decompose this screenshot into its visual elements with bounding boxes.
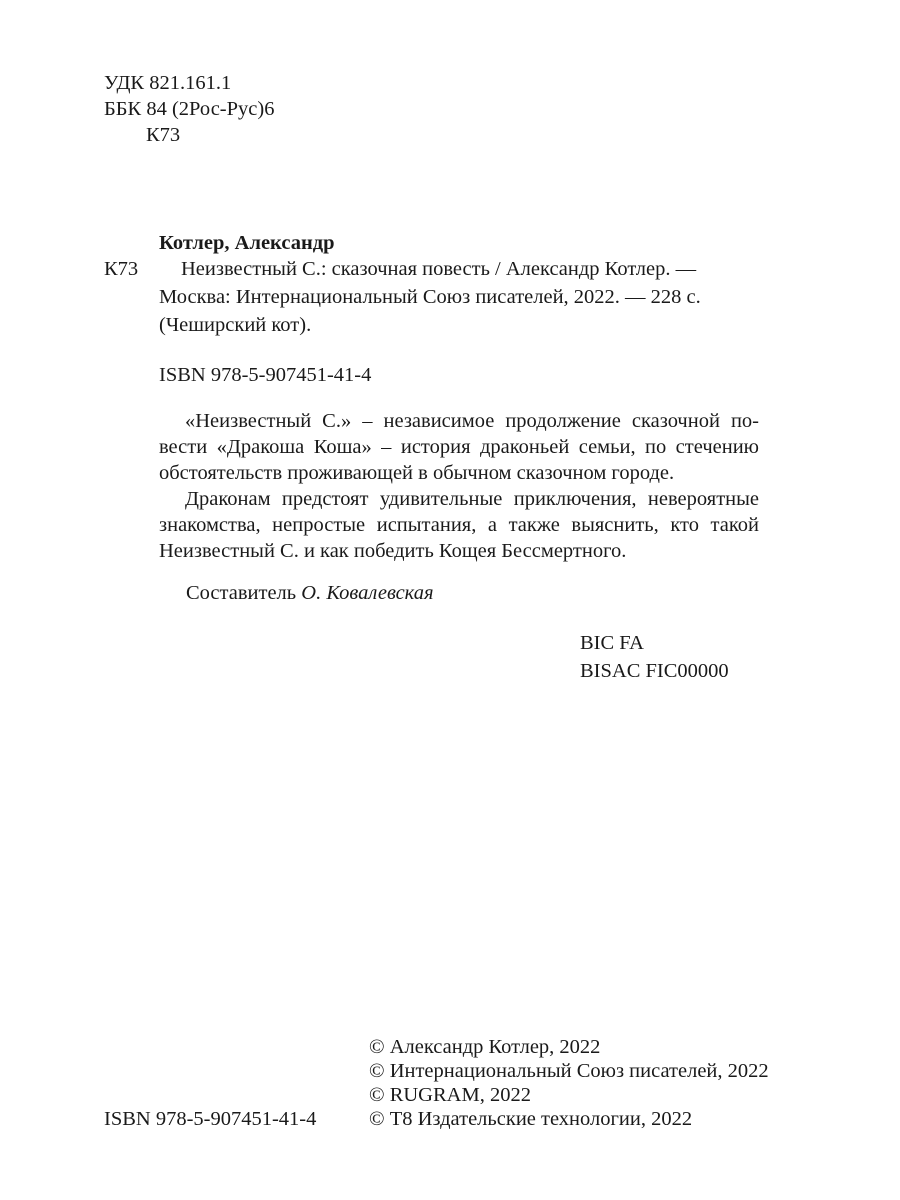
record-author-mark: К73 [104,258,139,280]
record-line: Неизвестный С.: сказочная повесть / Александр Котлер. — [181,258,697,280]
bibliographic-record [159,256,759,340]
annotation-line: вести «Дракоша Коша» – история драконьей семьи, по стечению [159,436,759,458]
record-author: Котлер, Александр [159,232,335,254]
compiler-name: О. Ковалевская [301,582,434,604]
annotation-line: обстоятельств проживающей в обычном сказочном городе. [159,462,675,484]
record-isbn: ISBN 978-5-907451-41-4 [159,364,372,386]
annotation-line: знакомства, непростые испытания, а также выяснить, кто такой [159,514,759,536]
record-line: (Чеширский кот). [159,314,312,336]
compiler-credit [186,580,434,606]
udk-code: УДК 821.161.1 [104,72,232,94]
copyright-line: © Интернациональный Союз писателей, 2022 [369,1060,769,1082]
copyright-line: © Александр Котлер, 2022 [369,1036,601,1058]
annotation-line: Неизвестный С. и как победить Кощея Бессмертного. [159,540,627,562]
annotation-line: «Неизвестный С.» – независимое продолжение сказочной по- [185,410,759,432]
bbk-code: ББК 84 (2Рос-Рус)6 [104,98,275,120]
classification-block [104,70,274,148]
isbn-bottom: ISBN 978-5-907451-41-4 [104,1108,317,1130]
subject-codes [580,630,729,686]
copyright-line: © RUGRAM, 2022 [369,1084,531,1106]
annotation [159,408,759,564]
copyright-block [369,1034,769,1130]
copyright-line: © Т8 Издательские технологии, 2022 [369,1108,693,1130]
record-line: Москва: Интернациональный Союз писателей, 2022. — 228 с. [159,286,701,308]
bisac-code: BISAC FIC00000 [580,660,729,682]
annotation-line: Драконам предстоят удивительные приключения, невероятные [185,488,759,510]
bic-code: BIC FA [580,632,644,654]
author-mark: К73 [146,124,181,146]
compiler-label: Составитель [186,582,297,604]
